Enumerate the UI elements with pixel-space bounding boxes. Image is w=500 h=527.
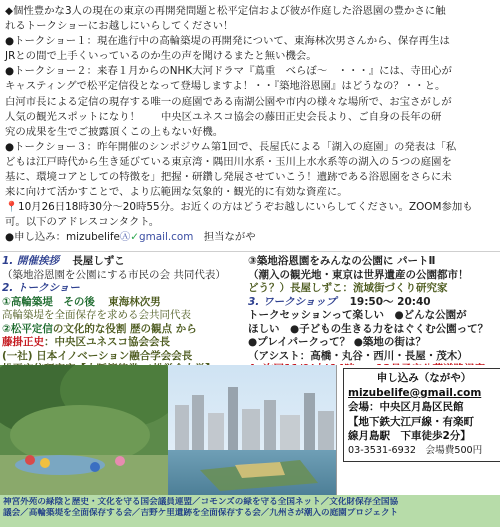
apply-email[interactable]: mizubelife@gmail.com	[348, 386, 482, 399]
talk-item2-org2: (一社) 日本イノベーション融合学会会長	[2, 349, 193, 362]
talk-item1: ①高輪築堤 その後	[2, 295, 95, 308]
intro-line	[5, 19, 495, 34]
access-line: 線月島駅 下車徒歩2分】	[348, 430, 471, 443]
talk1-line: JRとの間で上手くいっているのか生の声を聞けるまたと無い機会。	[5, 50, 317, 63]
flyer-image	[0, 253, 500, 527]
post-text	[0, 0, 500, 251]
talk2-line: キャスティングで松平定信役となって登場しますよ！・・『築地浴恩園』はどうなの？・・と。	[5, 80, 446, 93]
talk2-line: ●トークショー２：来春１月からのNHK大河ドラマ『蔦重 べらぼ～ ・・・』には、寺田心が	[5, 65, 452, 78]
venue: 会場：中央区月島区民館	[348, 401, 464, 414]
talk-item2-org: ：中央区ユネスコ協会会長	[44, 336, 170, 348]
workshop-line: トークセッションって楽しい ●どんな公園が	[248, 309, 467, 321]
workshop-time: 19:50～ 20:40	[349, 295, 431, 308]
contact-prefix: ●申し込み：mizubelife	[5, 231, 120, 244]
sponsor-line: 議会／高輪築堤を全面保存する会／吉野ケ里遺跡を全面保存する会／九州さが潮入の庭園プロジェクト	[3, 507, 399, 518]
talk-item2-rest: の文化的な役割 歴の観点 から	[52, 322, 197, 335]
section1-org: （築地浴恩園を公園にする市民の会 共同代表）	[2, 268, 226, 281]
section3-title: ③築地浴恩園をみんなの公園に パートⅡ	[248, 255, 436, 267]
talk2-line: 人気の観光スポットになり！ 中央区ユネスコ協会の藤田正史会長より、ご自身の長年の研	[5, 110, 442, 123]
talk-item1-org: 高輪築堤を全面保存を求める会共同代表	[2, 309, 191, 321]
talk2-line: 究の成果を生でご披露頂くこの上もない好機。	[5, 125, 224, 138]
talk3-line: どもは江戸時代から生き延びている東京湾・隅田川水系・玉川上水水系等の湖入の５つの庭園を	[5, 155, 452, 168]
talk3-line: 来に向けて活かすことで、より広範囲な気象的・観光的に有効な資産に。	[5, 186, 348, 199]
intro-line-text: トークショーにお越しにいらしてください！	[25, 20, 234, 33]
email-domain-link[interactable]: gmail.com	[139, 231, 194, 244]
contact-suffix: 担当ながや	[193, 231, 256, 244]
sponsor-footer	[0, 495, 500, 527]
talk1-line: ●トークショー１：現在進行中の高輪築堤の再開発について、東海林次男さんから、保存再生は	[5, 35, 450, 48]
talk2-line: 白河市長による定信の現存する唯一の庭園である南湖公園や市内の様々な場所で、お宝さがしが	[5, 95, 452, 108]
access-line: 【地下鉄大江戸線・有楽町	[348, 415, 474, 428]
park-photo	[0, 365, 336, 495]
divider	[0, 251, 500, 252]
talk-item2-name: 藤掛正史	[2, 336, 44, 348]
contact-line	[5, 230, 495, 245]
intro-line-text: れる	[5, 20, 26, 33]
date-line: 可。以下のアドレスコンタクト。	[5, 216, 160, 229]
section2-title: 2. トークショー	[2, 282, 80, 294]
park-photo-illustration	[0, 365, 336, 495]
tel-fee: 03-3531-6932 会場費500円	[348, 444, 483, 456]
sponsor-line: 神宮外苑の緑陰と歴史・文化を守る国会議員連盟／コモンズの緑を守る全国ネット／文化財保存全国協	[3, 497, 399, 507]
flyer-program-left	[2, 255, 246, 367]
info-box-inner	[343, 368, 500, 462]
at-icon: Ⓐ	[119, 231, 131, 244]
workshop-assist: （アシスト：高橋・丸谷・西川・長屋・茂木）	[248, 349, 468, 362]
workshop-line: ●プレイパークって？ ●築地の街は？	[248, 336, 426, 348]
date-line	[5, 200, 495, 215]
section1-title: 1. 開催挨拶	[2, 255, 59, 267]
flyer-program-right	[248, 255, 498, 367]
pin-icon: 📍	[5, 201, 18, 214]
talk3-line: ●トークショー３：昨年開催のシンポジウム第1回で、長屋氏による「湖入の庭園」の発表は「私	[5, 140, 457, 153]
apply-label: 申し込み（ながや）	[376, 372, 472, 384]
section1-name: 長屋しずこ	[72, 255, 125, 267]
talk-item1-name: 東海林次男	[108, 295, 161, 308]
intro-line: ◆個性豊かな3人の現在の東京の再開発問題と松平定信および彼が作庭した浴恩園の豊かさに触	[5, 5, 446, 17]
check-icon: ✓	[130, 231, 139, 244]
workshop-line: ほしい ●子どもの生きる力をはぐくむ公園って？	[248, 322, 489, 335]
talk-item2: ②松平定信	[2, 322, 53, 335]
workshop-title: 3. ワークショップ	[248, 295, 337, 308]
section3-sub2: どう？）長屋しずこ：流域街づくり研究家	[248, 282, 448, 294]
section3-sub: （潮入の観光地・東京は世界遺産の公園都市！	[248, 268, 469, 281]
info-box	[336, 365, 500, 495]
talk3-line: 基に、環境コアとしての特徴を」把握・研鑽し発展させていこう！遺跡である浴恩園をさらに未	[5, 171, 452, 184]
date-text: 10月26日18時30分〜20時55分。お近くの方はどうぞお越しにいらしてください。ZOOM参加も	[17, 201, 473, 214]
